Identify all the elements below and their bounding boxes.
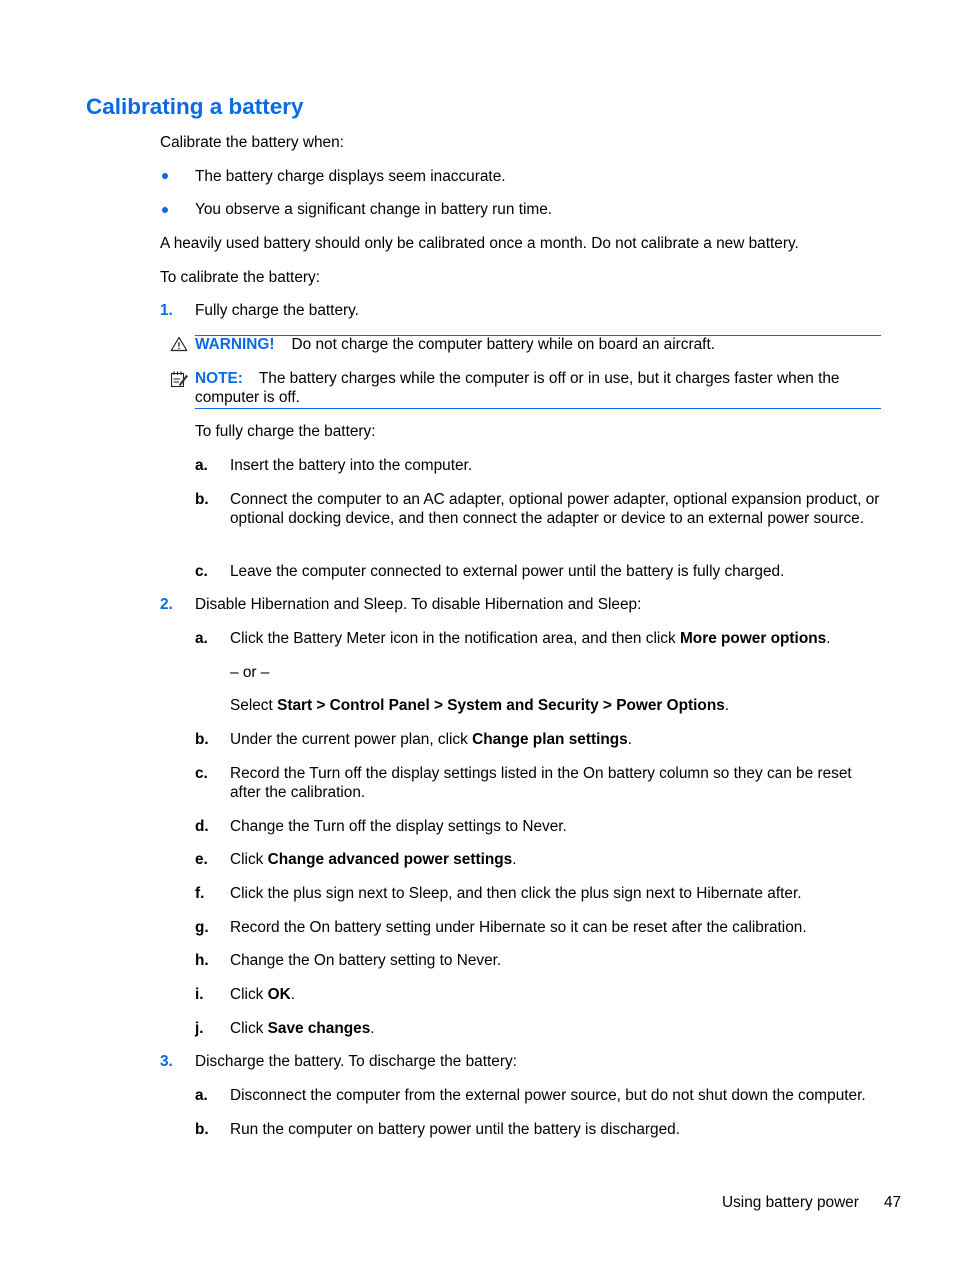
sub-letter: j.	[195, 1020, 204, 1037]
menu-path: Start > Control Panel > System and Security > Power Options	[277, 697, 725, 714]
sub-letter: b.	[195, 731, 209, 748]
step-number: 1.	[160, 302, 173, 319]
bullet-item: The battery charge displays seem inaccurate.	[195, 168, 506, 185]
step-number: 3.	[160, 1053, 173, 1070]
sub-letter: b.	[195, 491, 209, 508]
bullet-icon	[162, 173, 168, 179]
sub-text: Click the plus sign next to Sleep, and then click the plus sign next to Hibernate after.	[230, 885, 802, 902]
warning-text: Do not charge the computer battery while on board an aircraft.	[291, 336, 715, 353]
or-separator: – or –	[230, 664, 270, 681]
sub-text: Insert the battery into the computer.	[230, 457, 473, 474]
ui-term: Change advanced power settings	[267, 851, 513, 868]
paragraph: A heavily used battery should only be calibrated once a month. Do not calibrate a new battery.	[160, 235, 799, 252]
note-box	[195, 369, 881, 407]
sub-text: Disconnect the computer from the external power source, but do not shut down the computer.	[230, 1087, 866, 1104]
warning-label: WARNING!	[195, 336, 275, 353]
sub-text: Change the On battery setting to Never.	[230, 952, 502, 969]
step-text: Discharge the battery. To discharge the battery:	[195, 1053, 517, 1070]
sub-text: Leave the computer connected to external power until the battery is fully charged.	[230, 563, 785, 580]
sub-text: Record the On battery setting under Hibernate so it can be reset after the calibration.	[230, 919, 807, 936]
note-pad-icon	[170, 370, 188, 388]
paragraph: To calibrate the battery:	[160, 269, 320, 286]
sub-text: Click the Battery Meter icon in the notification area, and then click More power options.	[230, 630, 831, 647]
sub-text: Click OK.	[230, 986, 295, 1003]
sub-intro: To fully charge the battery:	[195, 423, 376, 440]
sub-text: Run the computer on battery power until the battery is discharged.	[230, 1121, 680, 1138]
bullet-item: You observe a significant change in battery run time.	[195, 201, 553, 218]
sub-letter: d.	[195, 818, 209, 835]
sub-text: Select Start > Control Panel > System and Security > Power Options.	[230, 697, 730, 714]
sub-text: Click Save changes.	[230, 1020, 375, 1037]
step-text: Fully charge the battery.	[195, 302, 359, 319]
step-number: 2.	[160, 596, 173, 613]
divider	[195, 408, 881, 409]
step-text: Disable Hibernation and Sleep. To disable Hibernation and Sleep:	[195, 596, 642, 613]
ui-term: More power options	[679, 630, 827, 647]
sub-text: Change the Turn off the display settings to Never.	[230, 818, 567, 835]
sub-letter: a.	[195, 630, 208, 647]
note-text: The battery charges while the computer is off or in use, but it charges faster when the computer is off.	[195, 370, 840, 406]
page-number: 47	[884, 1194, 902, 1211]
warning-box	[195, 335, 715, 354]
note-label: NOTE:	[195, 370, 243, 387]
ui-term: OK	[267, 986, 291, 1003]
ui-term: Change plan settings	[472, 731, 628, 748]
sub-letter: b.	[195, 1121, 209, 1138]
sub-letter: c.	[195, 765, 208, 782]
sub-letter: c.	[195, 563, 208, 580]
warning-triangle-icon	[170, 336, 188, 352]
sub-letter: g.	[195, 919, 209, 936]
sub-letter: h.	[195, 952, 209, 969]
sub-text: Under the current power plan, click Change plan settings.	[230, 731, 633, 748]
sub-letter: e.	[195, 851, 208, 868]
sub-letter: f.	[195, 885, 205, 902]
sub-letter: a.	[195, 1087, 208, 1104]
bullet-icon	[162, 207, 168, 213]
sub-letter: i.	[195, 986, 204, 1003]
sub-text: Connect the computer to an AC adapter, optional power adapter, optional expansion product, or optional docking device, and then connect the adapter or device to an external power source.	[230, 491, 880, 527]
sub-text: Record the Turn off the display settings listed in the On battery column so they can be reset after the calibration.	[230, 765, 852, 801]
ui-term: Save changes	[267, 1020, 371, 1037]
page-title: Calibrating a battery	[86, 94, 304, 119]
sub-letter: a.	[195, 457, 208, 474]
intro-text: Calibrate the battery when:	[160, 134, 344, 151]
footer-section: Using battery power	[722, 1194, 859, 1211]
sub-text: Click Change advanced power settings.	[230, 851, 517, 868]
